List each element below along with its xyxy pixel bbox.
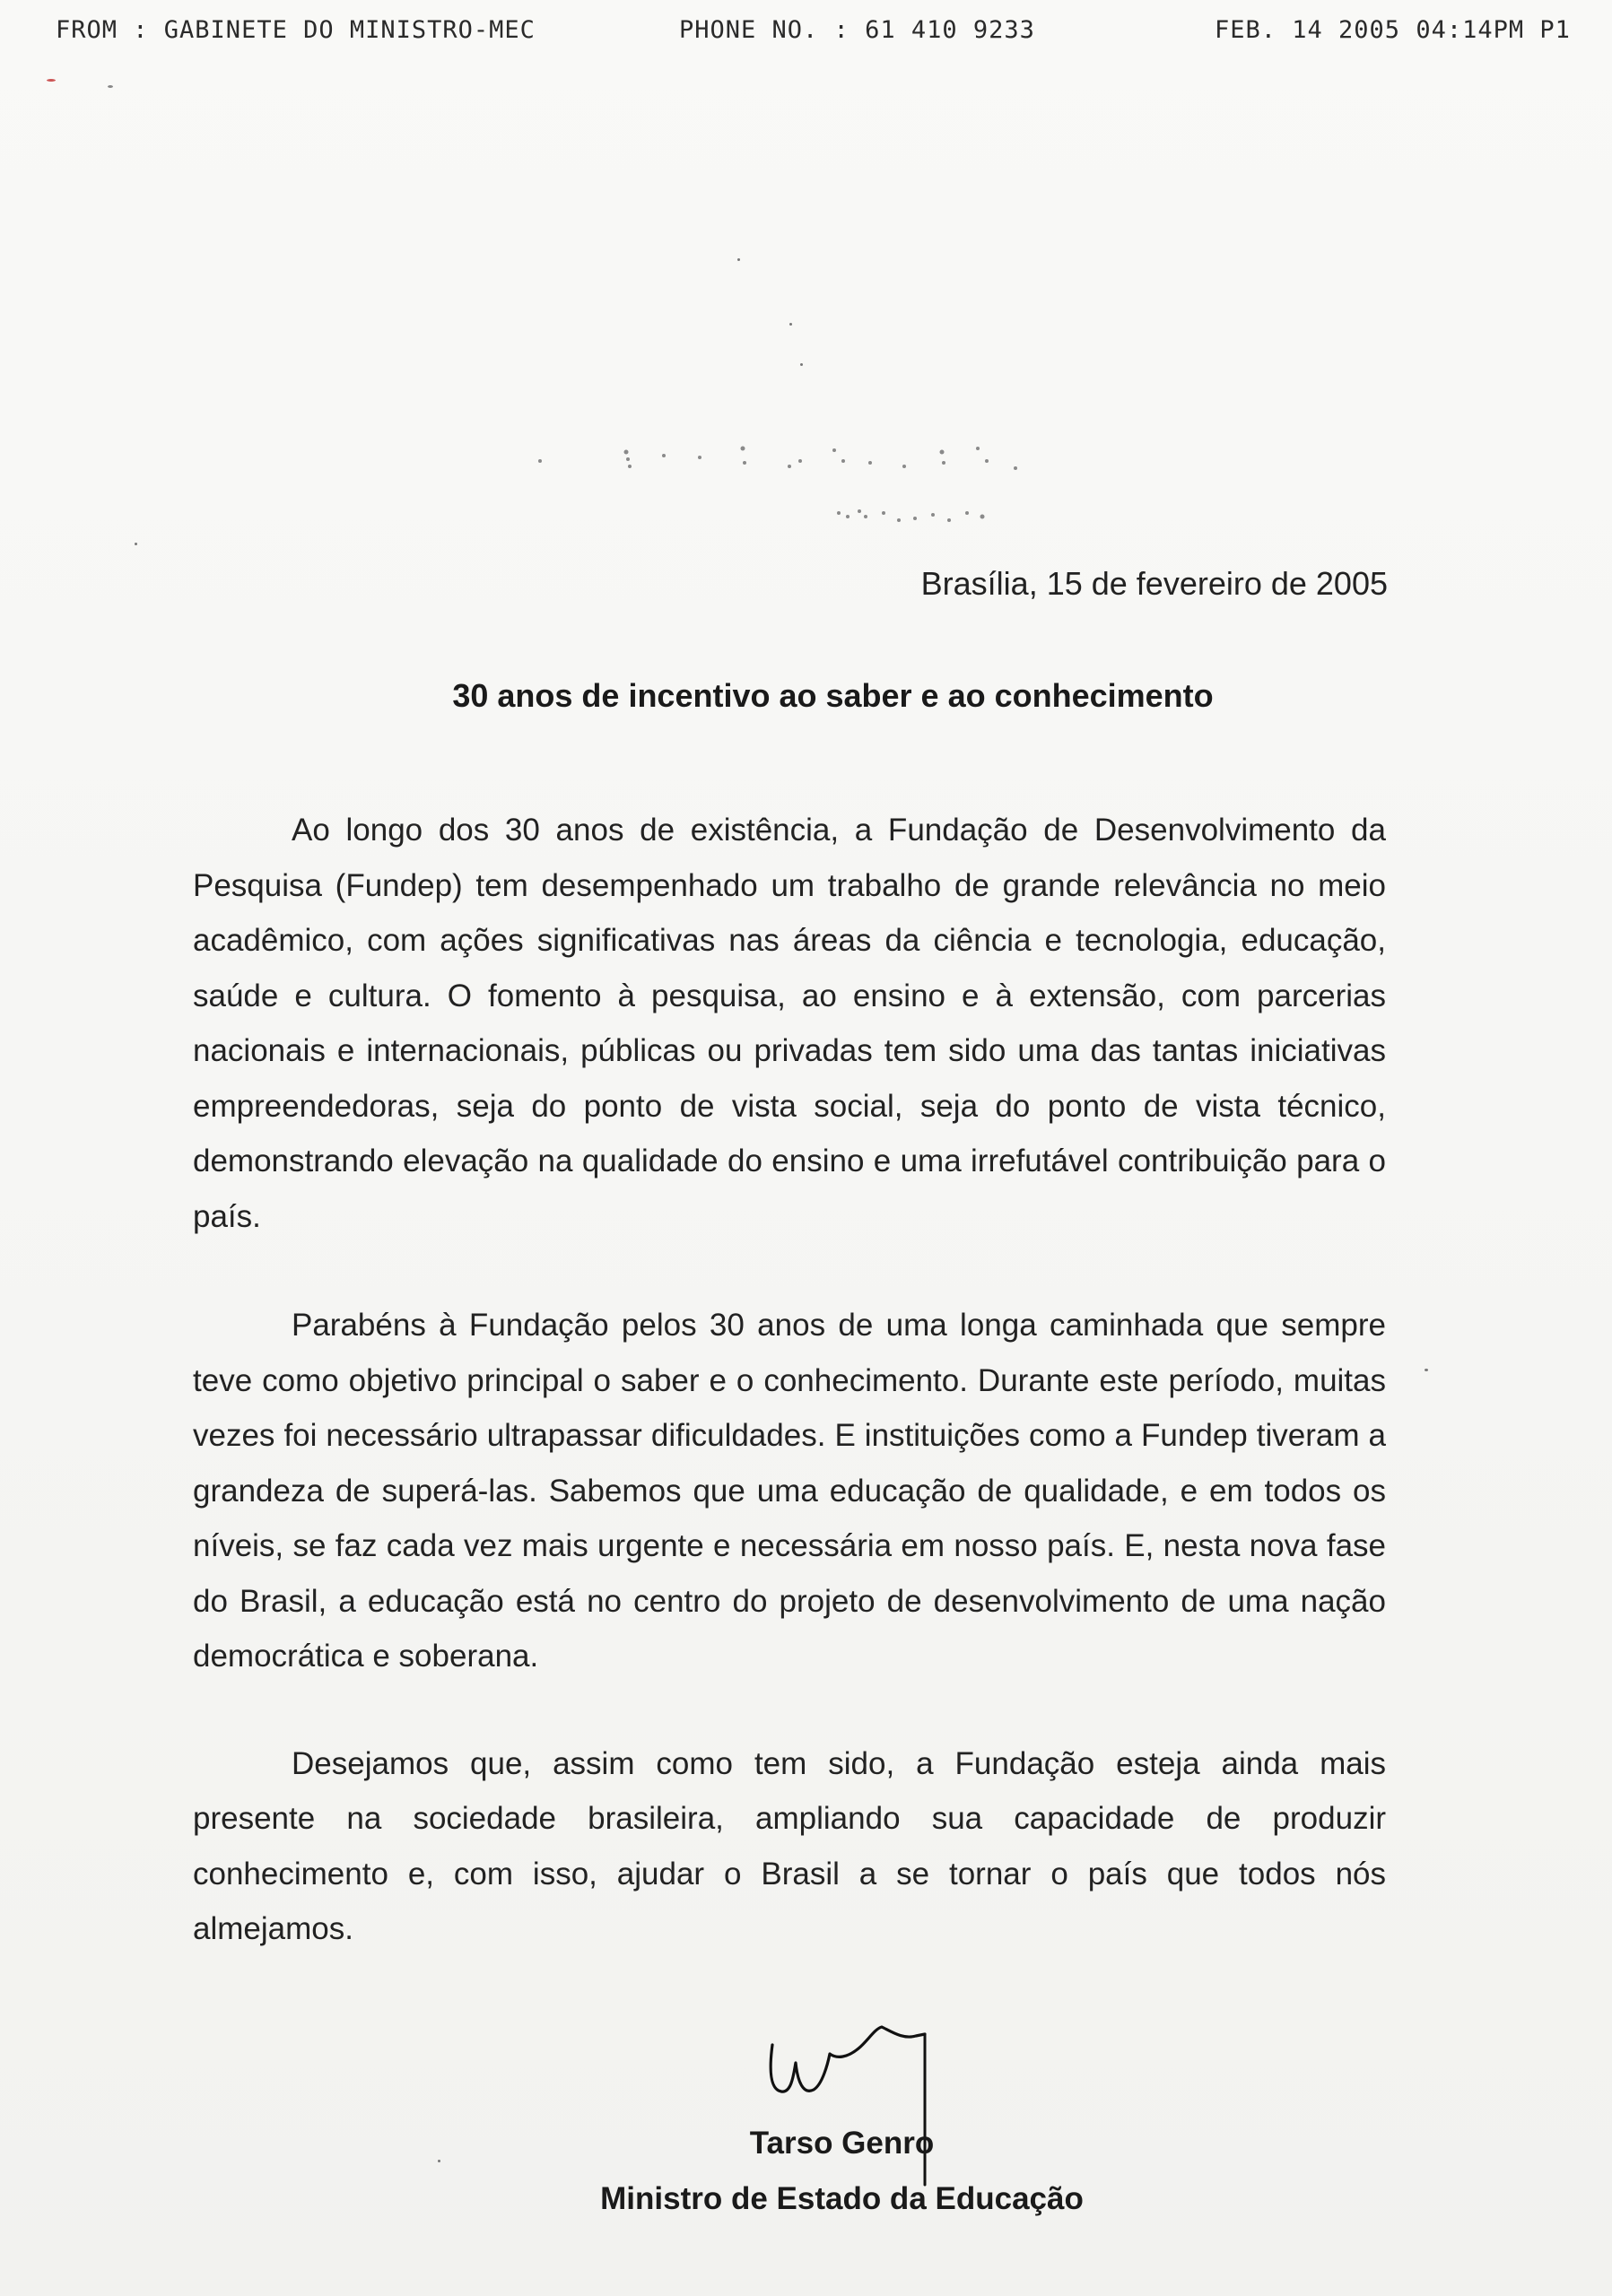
fax-phone: PHONE NO. : 61 410 9233 [679,16,1035,44]
scan-speck [1425,1369,1428,1371]
scan-speck [108,85,113,88]
body-paragraph: Ao longo dos 30 anos de existência, a Fundação de Desenvolvimento da Pesquisa (Fundep) tem desempenhado um trabalho de grande relevância no meio acadêmico, com ações significativas nas áreas da ciência e tecnologia, educação, saúde e cultura. O fomento à pesquisa, ao ensino e à extensão, com parcerias nacionais e internacionais, públicas ou privadas tem sido uma das tantas iniciativas empreendedoras, seja do ponto de vista social, seja do ponto de vista técnico, demonstrando elevação na qualidade do ensino e uma irrefutável contribuição para o país. [193,813,1386,1234]
scan-speck [47,79,56,82]
letter-body [193,803,1386,2011]
letter-date: Brasília, 15 de fevereiro de 2005 [920,565,1388,602]
scan-speck [800,363,803,366]
fax-header [56,16,1581,52]
fax-from: FROM : GABINETE DO MINISTRO-MEC [56,16,536,44]
signer-name: Tarso Genro [749,2126,935,2161]
scan-speck [789,323,792,326]
fax-timestamp: FEB. 14 2005 04:14PM P1 [1215,16,1571,44]
handwritten-signature [758,2009,982,2188]
letter-title: 30 anos de incentivo ao saber e ao conhecimento [452,677,1214,714]
scan-speck [135,543,137,545]
signer-title: Ministro de Estado da Educação [600,2181,1084,2216]
body-paragraph: Desejamos que, assim como tem sido, a Fundação esteja ainda mais presente na sociedade brasileira, ampliando sua capacidade de produzir conhecimento e, com isso, ajudar o Brasil a se tornar o país que todos nós almejamos. [193,1745,1386,1946]
scan-speck [737,258,740,261]
body-paragraph: Parabéns à Fundação pelos 30 anos de uma longa caminhada que sempre teve como objetivo principal o saber e o conhecimento. Durante este período, muitas vezes foi necessário ultrapassar dificuldades. E instituições como a Fundep tiveram a grandeza de superá-las. Sabemos que uma educação de qualidade, e em todos os níveis, se faz cada vez mais urgente e necessária em nosso país. E, nesta nova fase do Brasil, a educação está no centro do projeto de desenvolvimento de uma nação democrática e soberana. [193,1308,1386,1674]
faded-letterhead-dots [529,430,1103,538]
